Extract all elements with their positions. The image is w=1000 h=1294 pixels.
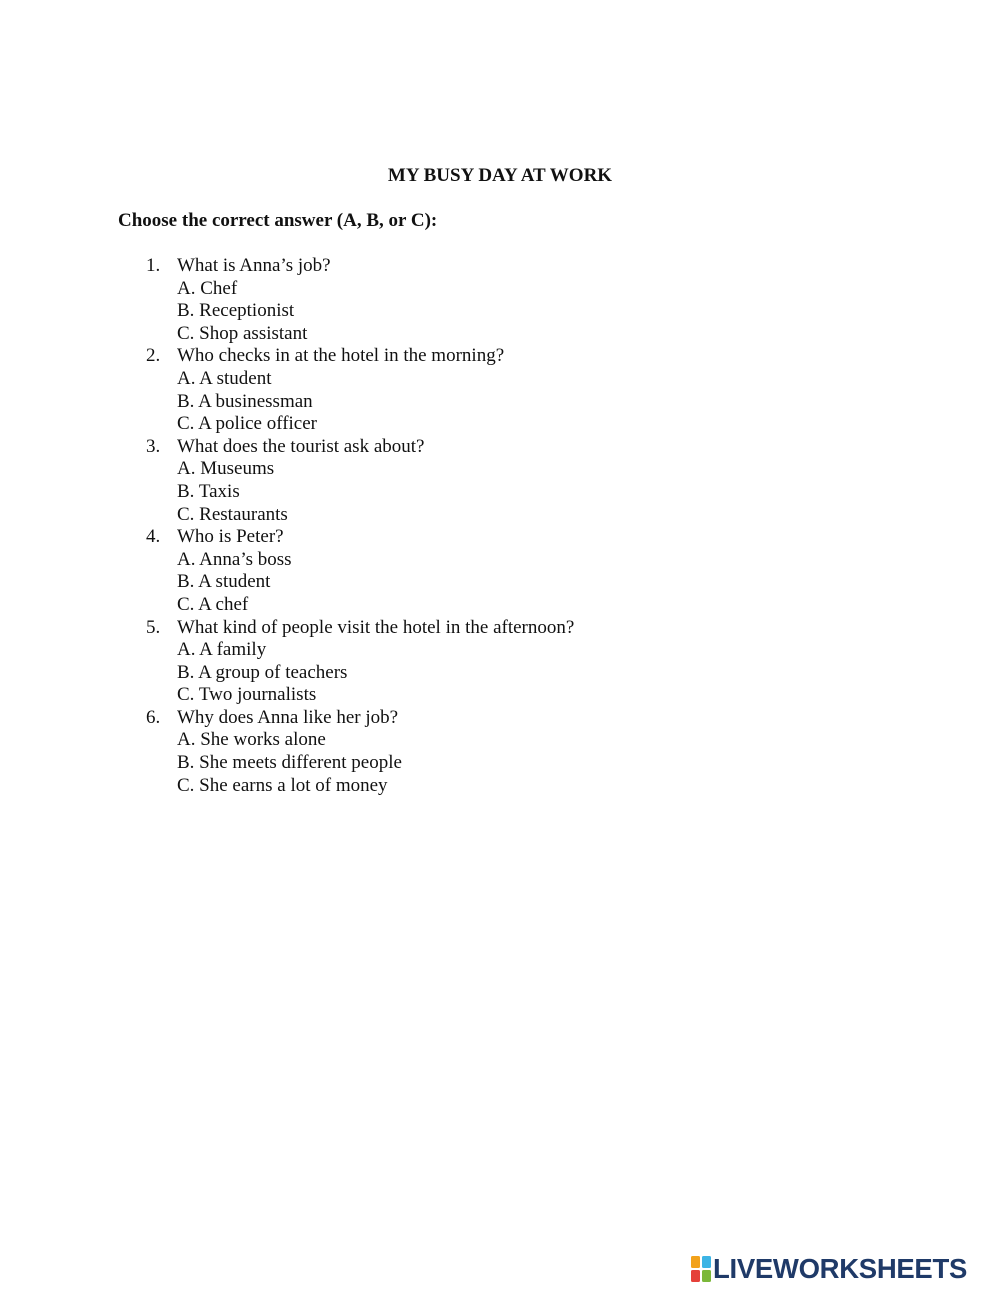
question-number: 3. — [146, 435, 161, 457]
answer-option-row — [0, 391, 1000, 414]
answer-option-row — [0, 729, 1000, 752]
question-item — [0, 707, 1000, 730]
answer-option-row — [0, 413, 1000, 436]
answer-option-row — [0, 504, 1000, 527]
answer-option-row — [0, 594, 1000, 617]
liveworksheets-wordmark: LIVEWORKSHEETS — [713, 1253, 968, 1284]
question-item — [0, 345, 1000, 368]
question-item — [0, 617, 1000, 640]
question-text: Who is Peter? — [177, 526, 284, 548]
question-text: Who checks in at the hotel in the morning? — [177, 345, 505, 367]
answer-option: A. She works alone — [177, 729, 326, 751]
answer-option-row — [0, 300, 1000, 323]
answer-option: C. A chef — [177, 593, 249, 615]
answer-option: A. A family — [177, 639, 267, 661]
answer-option: A. A student — [177, 367, 272, 389]
answer-option: A. Chef — [177, 277, 238, 299]
worksheet-title: MY BUSY DAY AT WORK — [387, 165, 613, 186]
answer-option-row — [0, 752, 1000, 775]
question-list — [0, 255, 1000, 797]
answer-option-row — [0, 368, 1000, 391]
answer-option: C. Two journalists — [177, 684, 317, 706]
question-number: 4. — [146, 526, 161, 548]
question-item — [0, 436, 1000, 459]
instructions: Choose the correct answer (A, B, or C): — [118, 210, 438, 231]
answer-option: B. A group of teachers — [177, 661, 348, 683]
question-item — [0, 526, 1000, 549]
answer-option: A. Anna’s boss — [177, 548, 292, 570]
question-number: 5. — [146, 616, 161, 638]
question-text: What is Anna’s job? — [177, 255, 331, 276]
question-text: What kind of people visit the hotel in the afternoon? — [177, 616, 575, 638]
answer-option-row — [0, 662, 1000, 685]
answer-option: B. She meets different people — [177, 752, 402, 774]
answer-option-row — [0, 571, 1000, 594]
answer-option: B. Taxis — [177, 480, 240, 502]
answer-option: C. A police officer — [177, 413, 318, 435]
question-item — [0, 255, 1000, 278]
answer-option-row — [0, 323, 1000, 346]
answer-option: B. A student — [177, 571, 271, 593]
answer-option-row — [0, 639, 1000, 662]
question-text: What does the tourist ask about? — [177, 435, 425, 457]
answer-option: C. She earns a lot of money — [177, 774, 388, 796]
question-text: Why does Anna like her job? — [177, 706, 399, 728]
answer-option-row — [0, 458, 1000, 481]
answer-option-row — [0, 278, 1000, 301]
question-number: 6. — [146, 706, 161, 728]
liveworksheets-logo-icon — [691, 1256, 711, 1282]
answer-option: C. Shop assistant — [177, 322, 308, 344]
answer-option-row — [0, 684, 1000, 707]
answer-option: C. Restaurants — [177, 503, 288, 525]
answer-option-row — [0, 775, 1000, 798]
answer-option: B. Receptionist — [177, 300, 295, 322]
liveworksheets-brand[interactable] — [691, 1253, 967, 1285]
question-number: 1. — [146, 255, 161, 276]
answer-option: A. Museums — [177, 458, 275, 480]
answer-option-row — [0, 549, 1000, 572]
question-number: 2. — [146, 345, 161, 367]
answer-option-row — [0, 481, 1000, 504]
answer-option: B. A businessman — [177, 390, 313, 412]
